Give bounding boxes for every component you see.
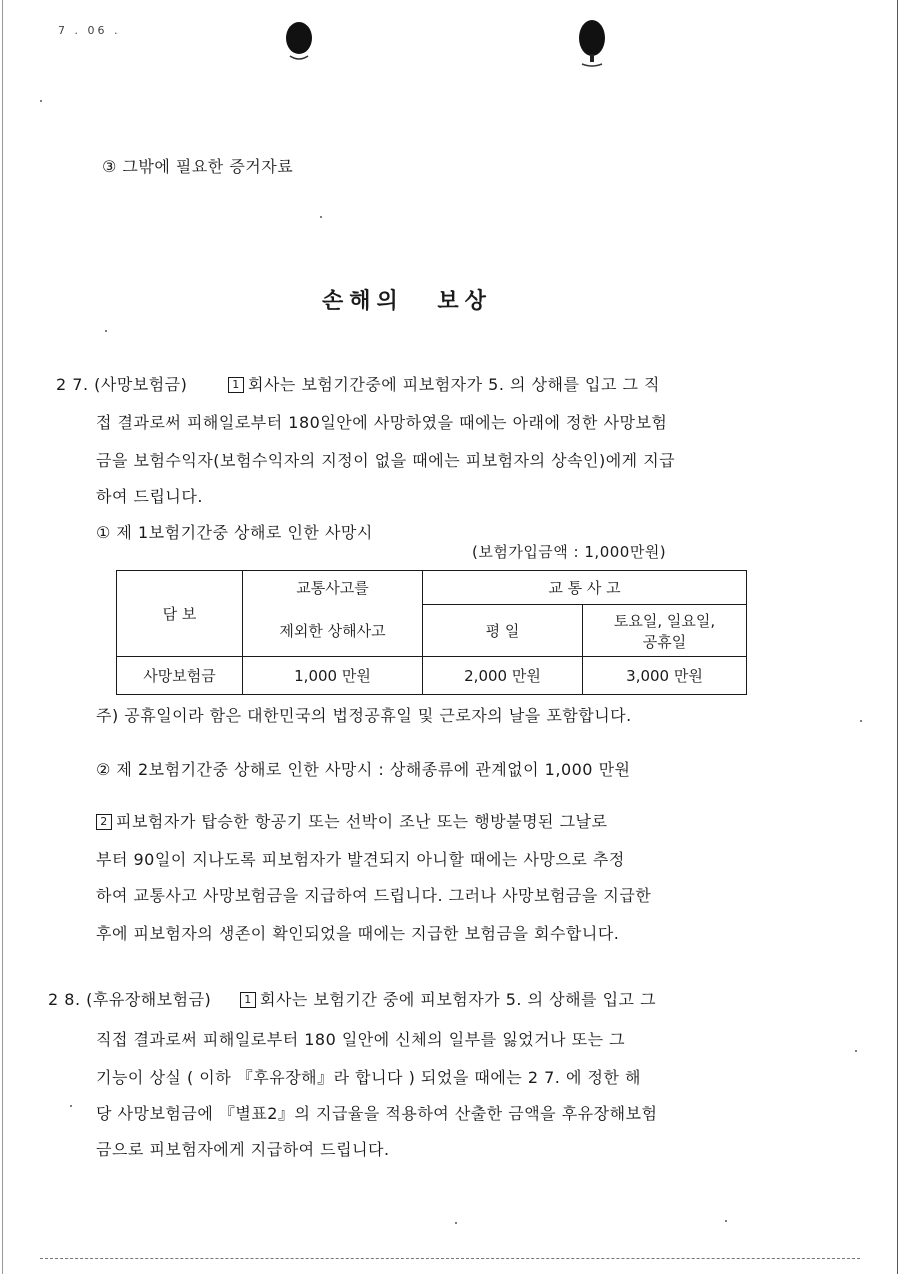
article-28-para1-line5: 금으로 피보험자에게 지급하여 드립니다.	[96, 1140, 390, 1159]
section-title: 손해의 보상	[322, 289, 492, 314]
scan-edge-left	[2, 0, 3, 1274]
holiday-note: 주) 공휴일이라 함은 대한민국의 법정공휴일 및 근로자의 날을 포함합니다.	[96, 706, 632, 725]
item-3-evidence: ③ 그밖에 필요한 증거자료	[102, 157, 294, 176]
article-28-para1-line4: 당 사망보험금에 『별표2』의 지급율을 적용하여 산출한 금액을 후유장해보험	[96, 1104, 658, 1123]
benefit-table	[116, 570, 747, 695]
scan-speck	[455, 1222, 457, 1224]
scan-speck	[855, 1050, 857, 1052]
scan-speck	[860, 720, 862, 722]
sub-item-2: ② 제 2보험기간중 상해로 인한 사망시 : 상해종류에 관계없이 1,000 만원	[96, 760, 631, 779]
scan-speck	[725, 1220, 727, 1222]
article-28-label: 2 8. (후유장해보험금)	[48, 990, 212, 1009]
header-traffic: 교 통 사 고	[423, 571, 747, 605]
punch-hole-mark-right	[576, 18, 610, 72]
article-27-para1-line3: 금을 보험수익자(보험수익자의 지정이 없을 때에는 피보험자의 상속인)에게 지급	[96, 451, 676, 470]
scan-bottom-edge	[40, 1258, 860, 1259]
box-number-1: 1	[240, 992, 256, 1008]
box-number-2: 2	[96, 814, 112, 830]
value-weekday: 2,000 만원	[423, 657, 583, 695]
article-27-para2-line2: 부터 90일이 지나도록 피보험자가 발견되지 아니할 때에는 사망으로 추정	[96, 850, 625, 869]
article-27-para2-line3: 하여 교통사고 사망보험금을 지급하여 드립니다. 그러나 사망보험금을 지급한	[96, 886, 652, 905]
article-27-para2-line1	[96, 812, 607, 832]
sub-item-1: ① 제 1보험기간중 상해로 인한 사망시	[96, 523, 373, 542]
article-28-para1-line2: 직접 결과로써 피해일로부터 180 일안에 신체의 일부를 잃었거나 또는 그	[96, 1030, 626, 1049]
article-27-label: 2 7. (사망보험금)	[56, 375, 188, 394]
article-27-para2-line4: 후에 피보험자의 생존이 확인되었을 때에는 지급한 보험금을 회수합니다.	[96, 924, 620, 943]
line-text: 피보험자가 탑승한 항공기 또는 선박이 조난 또는 행방불명된 그날로	[116, 812, 608, 831]
scan-speck	[70, 1105, 72, 1107]
header-weekend-line1: 토요일, 일요일,	[613, 611, 716, 630]
corner-mark: 7 . 06 .	[58, 24, 121, 37]
value-non-traffic: 1,000 만원	[243, 657, 423, 695]
article-27-para1-line4: 하여 드립니다.	[96, 487, 203, 506]
article-27-para1-line1	[228, 375, 660, 395]
value-weekend: 3,000 만원	[583, 657, 747, 695]
header-weekend-line2: 공휴일	[642, 632, 687, 651]
line-text: 회사는 보험기간중에 피보험자가 5. 의 상해를 입고 그 직	[248, 375, 660, 394]
line-text: 회사는 보험기간 중에 피보험자가 5. 의 상해를 입고 그	[260, 990, 657, 1009]
scan-edge-right	[897, 0, 898, 1274]
punch-hole-mark-left	[284, 18, 318, 64]
header-guarantee: 담 보	[117, 571, 243, 657]
scan-speck	[40, 100, 42, 102]
insured-amount: (보험가입금액 : 1,000만원)	[472, 543, 667, 561]
header-non-traffic-2: 제외한 상해사고	[243, 605, 423, 657]
article-27-para1-line2: 접 결과로써 피해일로부터 180일안에 사망하였을 때에는 아래에 정한 사망보험	[96, 413, 668, 432]
box-number-1: 1	[228, 377, 244, 393]
scan-speck	[320, 216, 322, 218]
header-weekend	[583, 605, 747, 657]
header-weekday: 평 일	[423, 605, 583, 657]
header-non-traffic: 교통사고를	[243, 571, 423, 605]
scan-speck	[105, 330, 107, 332]
article-28-para1-line1	[240, 990, 656, 1010]
article-28-para1-line3: 기능이 상실 ( 이하 『후유장해』라 합니다 ) 되었을 때에는 2 7. 에 정한 해	[96, 1068, 641, 1087]
row-label-death-benefit: 사망보험금	[117, 657, 243, 695]
